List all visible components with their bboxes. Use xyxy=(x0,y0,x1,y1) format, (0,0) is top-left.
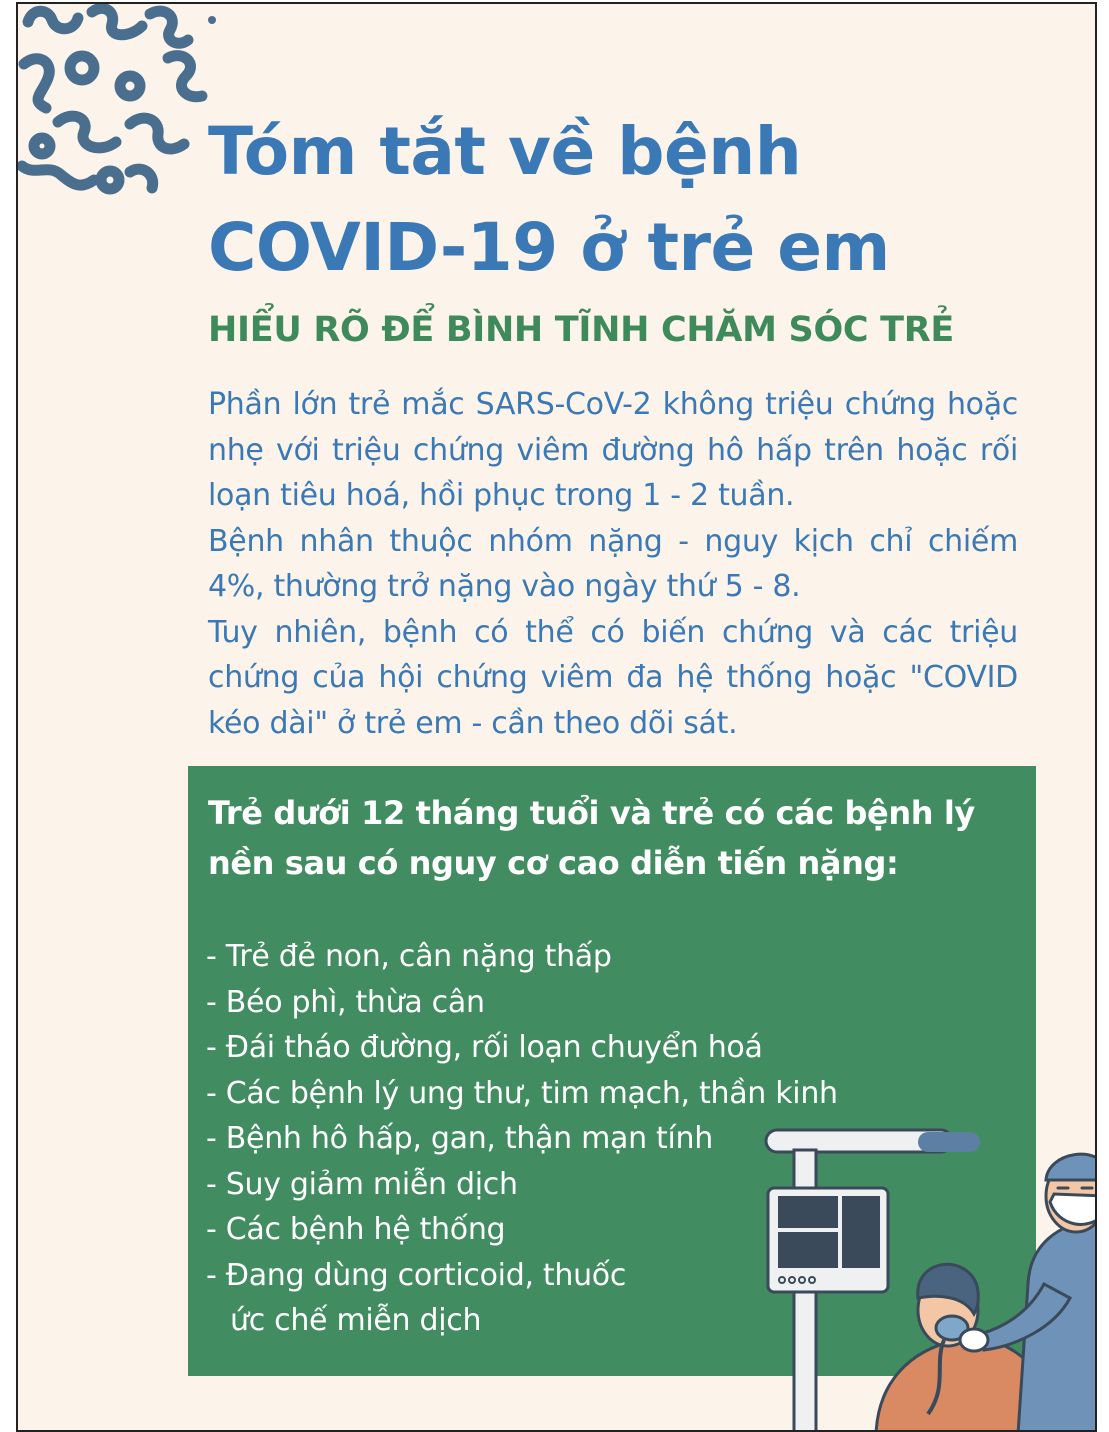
risk-list xyxy=(206,934,838,1344)
title-line-1: Tóm tắt về bệnh xyxy=(208,113,802,190)
virus-pattern-icon xyxy=(18,4,218,204)
list-item: ức chế miễn dịch xyxy=(230,1303,482,1338)
list-item: - Các bệnh lý ung thư, tim mạch, thần kinh xyxy=(206,1075,838,1111)
subtitle: HIỂU RÕ ĐỂ BÌNH TĨNH CHĂM SÓC TRẺ xyxy=(208,310,955,350)
list-item: - Trẻ đẻ non, cân nặng thấp xyxy=(206,939,612,974)
risk-heading: Trẻ dưới 12 tháng tuổi và trẻ có các bệnh lý nền sau có nguy cơ cao diễn tiến nặng: xyxy=(208,794,975,882)
intro-paragraph: Bệnh nhân thuộc nhóm nặng - nguy kịch chỉ chiếm 4%, thường trở nặng vào ngày thứ 5 - 8. xyxy=(208,523,1018,604)
page-title xyxy=(208,104,890,296)
intro-paragraph: Tuy nhiên, bệnh có thể có biến chứng và các triệu chứng của hội chứng viêm đa hệ thống hoặc "COVID kéo dài" ở trẻ em - cần theo dõi sát. xyxy=(208,614,1018,741)
list-item: - Đái tháo đường, rối loạn chuyển hoá xyxy=(206,1030,763,1065)
infographic-page xyxy=(16,2,1097,1432)
list-item: - Các bệnh hệ thống xyxy=(206,1212,506,1247)
intro-paragraph: Phần lớn trẻ mắc SARS-CoV-2 không triệu chứng hoặc nhẹ với triệu chứng viêm đường hô hấp trên hoặc rối loạn tiêu hoá, hồi phục trong 1 - 2 tuần. xyxy=(208,387,1018,513)
title-line-2: COVID-19 ở trẻ em xyxy=(208,209,890,286)
intro-text xyxy=(208,382,1018,746)
list-item: - Suy giảm miễn dịch xyxy=(206,1166,518,1202)
list-item: - Béo phì, thừa cân xyxy=(206,984,485,1020)
list-item: - Đang dùng corticoid, thuốc xyxy=(206,1257,627,1293)
list-item: - Bệnh hô hấp, gan, thận mạn tính xyxy=(206,1121,713,1156)
doctor-ventilator-illustration xyxy=(758,1114,1097,1432)
